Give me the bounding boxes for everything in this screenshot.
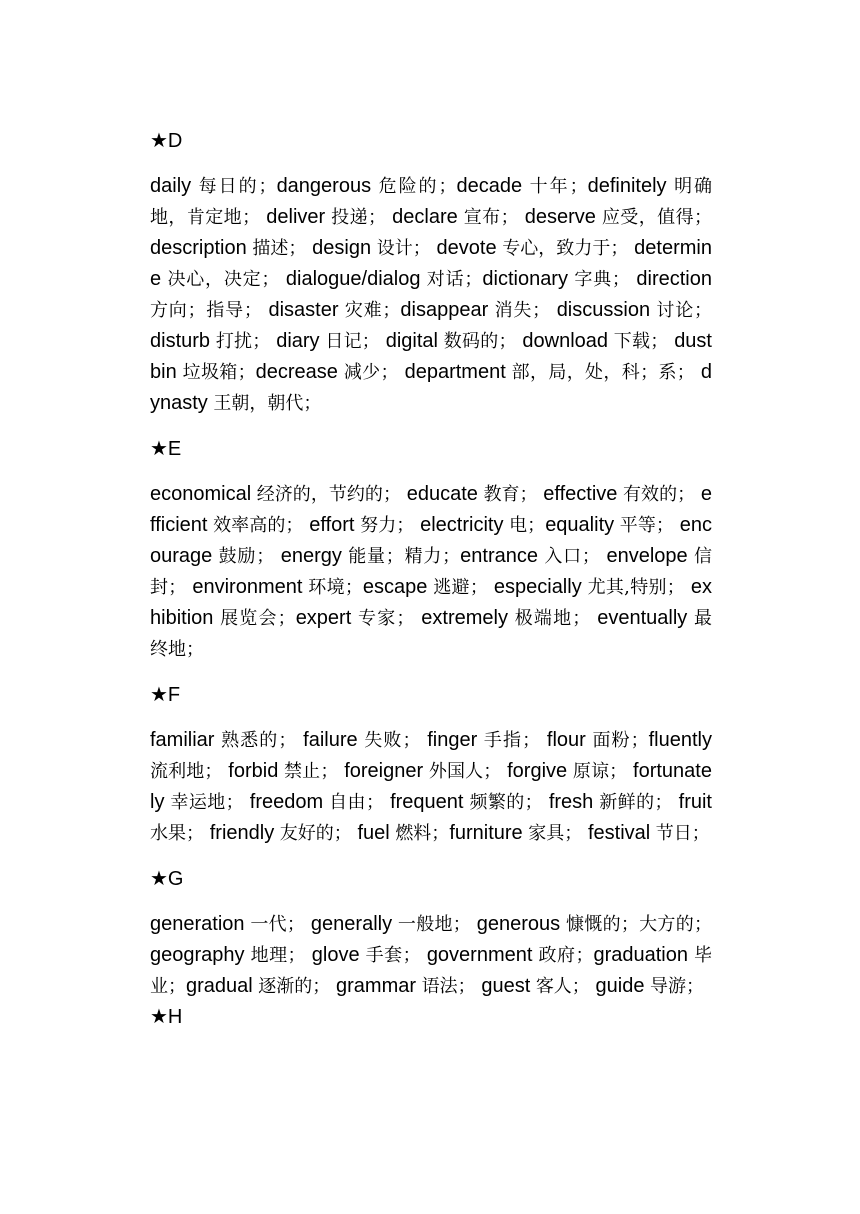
section-heading-h: ★H [150,1006,183,1028]
english-word: forbid [228,760,285,782]
english-word: fortunately [150,760,712,813]
chinese-meaning: 流利地； [150,761,229,782]
chinese-meaning: 数码的； [443,331,523,352]
chinese-meaning: 语法； [421,976,482,997]
chinese-meaning: 信封； [150,546,712,598]
vocab-entry [150,330,276,352]
section-heading-d: ★D [150,130,183,152]
vocab-entry [256,361,405,383]
vocab-entry [386,330,523,352]
vocab-entry [150,913,311,935]
vocab-entry [228,760,344,782]
chinese-meaning: 专心，致力于； [502,238,635,259]
vocab-entry [186,975,336,997]
english-word: fruit [678,791,712,813]
chinese-meaning: 节日； [655,823,710,844]
english-word: dustbin [150,330,712,383]
vocab-entry [296,607,422,629]
english-word: energy [280,545,349,567]
chinese-meaning: 平等； [619,515,680,536]
chinese-meaning: 外国人； [428,761,508,782]
chinese-meaning: 面粉； [592,730,649,751]
chinese-meaning: 手套； [365,945,427,966]
english-word: especially [493,576,588,598]
chinese-meaning: 原谅； [572,761,634,782]
chinese-meaning: 每日的； [198,176,277,197]
vocab-entry [363,576,494,598]
chinese-meaning: 禁止； [284,761,345,782]
vocab-entry [336,975,481,997]
english-word: deserve [524,206,602,228]
vocab-entry [547,729,649,751]
english-word: flour [546,729,593,751]
english-word: download [522,330,614,352]
chinese-meaning: 家具； [528,823,588,844]
chinese-meaning: 宣布； [463,207,525,228]
english-word: determine [150,237,712,290]
chinese-meaning: 垃圾箱； [182,362,256,383]
chinese-meaning: 客人； [535,976,596,997]
english-word: forgive [507,760,573,782]
english-word: dictionary [482,268,575,290]
english-word: definitely [587,175,675,197]
chinese-meaning: 下载； [613,331,675,352]
chinese-meaning: 极端地； [514,608,598,629]
vocab-entry [250,791,390,813]
vocab-entry [312,237,436,259]
english-word: disaster [268,299,345,321]
vocab-entry [545,514,680,536]
vocab-entry [150,483,407,505]
english-word: effective [543,483,624,505]
vocab-entry [421,607,597,629]
word-list-e [150,479,712,665]
english-word: diary [276,330,326,352]
english-word: educate [406,483,484,505]
english-word: discussion [556,299,657,321]
chinese-meaning: 日记； [325,331,386,352]
chinese-meaning: 尤其,特别； [587,577,691,598]
chinese-meaning: 水果； [150,823,210,844]
chinese-meaning: 部，局，处，科；系； [511,362,701,383]
vocab-entry [549,791,679,813]
english-word: extremely [421,607,515,629]
chinese-meaning: 设计； [376,238,437,259]
chinese-meaning: 毕业； [150,945,713,997]
chinese-meaning: 明确地，肯定地； [150,176,713,228]
vocab-entry [407,483,544,505]
chinese-meaning: 决心，决定； [167,269,286,290]
vocab-entry [150,944,312,966]
english-word: dangerous [276,175,379,197]
english-word: eventually [597,607,695,629]
chinese-meaning: 新鲜的； [599,792,679,813]
english-word: deliver [266,206,332,228]
english-word: electricity [420,514,510,536]
vocab-entry [277,175,457,197]
chinese-meaning: 讨论； [656,300,712,321]
vocab-entry [390,791,549,813]
english-word: design [312,237,377,259]
chinese-meaning: 打扰； [215,331,277,352]
chinese-meaning: 政府； [538,945,594,966]
vocab-entry [596,975,705,997]
chinese-meaning: 导游； [650,976,705,997]
chinese-meaning: 应受，值得； [601,207,712,228]
english-word: freedom [249,791,330,813]
chinese-meaning: 自由； [329,792,391,813]
english-word: fluently [648,729,712,751]
english-word: failure [303,729,365,751]
chinese-meaning: 投递； [331,207,393,228]
vocab-entry [276,330,386,352]
english-word: grammar [336,975,422,997]
vocab-entry [557,299,712,321]
english-word: generous [476,913,567,935]
vocab-entry [210,822,358,844]
vocab-entry [449,822,588,844]
vocab-entry [460,545,606,567]
vocab-entry [405,361,701,383]
english-word: disturb [150,330,216,352]
chinese-meaning: 消失； [494,300,557,321]
vocab-entry [507,760,633,782]
english-word: effort [309,514,361,536]
chinese-meaning: 一般地； [397,914,477,935]
vocab-entry [457,175,588,197]
chinese-meaning: 一代； [250,914,311,935]
chinese-meaning: 专家； [358,608,422,629]
english-word: encourage [150,514,712,567]
english-word: envelope [606,545,694,567]
chinese-meaning: 失败； [364,730,428,751]
chinese-meaning: 电； [509,515,546,536]
vocab-entry [266,206,392,228]
word-list-f [150,725,712,849]
english-word: environment [192,576,309,598]
english-word: declare [392,206,464,228]
chinese-meaning: 慷慨的；大方的； [566,914,712,935]
english-word: dynasty [150,361,712,414]
vocab-entry [309,514,420,536]
chinese-meaning: 方向；指导； [150,300,269,321]
vocab-entry [268,299,400,321]
english-word: direction [636,268,712,290]
vocab-entry [481,975,595,997]
chinese-meaning: 入口； [544,546,607,567]
vocab-entry [150,237,312,259]
section-heading-g: ★G [150,868,184,890]
chinese-meaning: 描述； [252,238,313,259]
english-word: graduation [593,944,695,966]
english-word: gradual [186,975,259,997]
english-word: finger [427,729,484,751]
english-word: decade [456,175,530,197]
english-word: expert [295,607,359,629]
english-word: fuel [357,822,396,844]
word-list-g [150,909,712,1002]
english-word: escape [362,576,434,598]
english-word: friendly [209,822,280,844]
word-list-d [150,171,712,419]
english-word: dialogue/dialog [285,268,427,290]
chinese-meaning: 手指； [483,730,547,751]
english-word: glove [311,944,366,966]
vocab-entry [437,237,635,259]
english-word: equality [545,514,620,536]
vocab-entry [150,729,303,751]
english-word: exhibition [150,576,712,629]
chinese-meaning: 地理； [250,945,312,966]
vocab-entry [400,299,556,321]
english-word: familiar [150,729,222,751]
chinese-meaning: 努力； [360,515,421,536]
english-word: generation [150,913,251,935]
english-word: digital [385,330,444,352]
chinese-meaning: 友好的； [279,823,358,844]
vocab-entry [427,729,547,751]
english-word: foreigner [344,760,429,782]
vocab-entry [286,268,482,290]
chinese-meaning: 减少； [343,362,405,383]
vocab-entry [150,175,277,197]
document-page [150,126,712,1032]
chinese-meaning: 教育； [483,484,544,505]
chinese-meaning: 鼓励； [218,546,281,567]
chinese-meaning: 幸运地； [170,792,250,813]
english-word: furniture [449,822,529,844]
vocab-entry [482,268,636,290]
chinese-meaning: 环境； [308,577,363,598]
chinese-meaning: 熟悉的； [221,730,304,751]
chinese-meaning: 展览会； [220,608,296,629]
chinese-meaning: 逐渐的； [258,976,337,997]
vocab-entry [543,483,701,505]
chinese-meaning: 对话； [426,269,483,290]
english-word: devote [436,237,503,259]
english-word: daily [150,175,199,197]
chinese-meaning: 能量；精力； [348,546,461,567]
english-word: generally [310,913,398,935]
english-word: festival [587,822,656,844]
vocab-entry [192,576,363,598]
english-word: entrance [460,545,545,567]
chinese-meaning: 灾难； [344,300,401,321]
english-word: geography [150,944,251,966]
vocab-entry [303,729,427,751]
chinese-meaning: 十年； [529,176,588,197]
chinese-meaning: 效率高的； [213,515,310,536]
chinese-meaning: 最终地； [150,608,713,660]
chinese-meaning: 有效的； [623,484,701,505]
chinese-meaning: 王朝，朝代； [213,393,322,414]
english-word: fresh [548,791,600,813]
vocab-entry [494,576,691,598]
chinese-meaning: 频繁的； [469,792,549,813]
chinese-meaning: 逃避； [433,577,494,598]
vocab-entry [312,944,427,966]
vocab-entry [477,913,712,935]
section-heading-e: ★E [150,438,182,460]
english-word: frequent [390,791,470,813]
vocab-entry [392,206,525,228]
chinese-meaning: 燃料； [395,823,450,844]
vocab-entry [427,944,594,966]
english-word: efficient [150,483,712,536]
vocab-entry [420,514,545,536]
vocab-entry [588,822,710,844]
vocab-entry [522,330,674,352]
chinese-meaning: 危险的； [378,176,457,197]
vocab-entry [311,913,477,935]
vocab-entry [344,760,507,782]
english-word: guest [481,975,536,997]
section-heading-f: ★F [150,684,181,706]
english-word: decrease [255,361,344,383]
english-word: economical [150,483,257,505]
chinese-meaning: 经济的，节约的； [256,484,407,505]
english-word: department [404,361,512,383]
vocab-entry [281,545,460,567]
english-word: description [150,237,253,259]
english-word: government [426,944,539,966]
english-word: guide [595,975,651,997]
vocab-entry [358,822,450,844]
vocab-entry [525,206,712,228]
english-word: disappear [400,299,495,321]
chinese-meaning: 字典； [574,269,637,290]
